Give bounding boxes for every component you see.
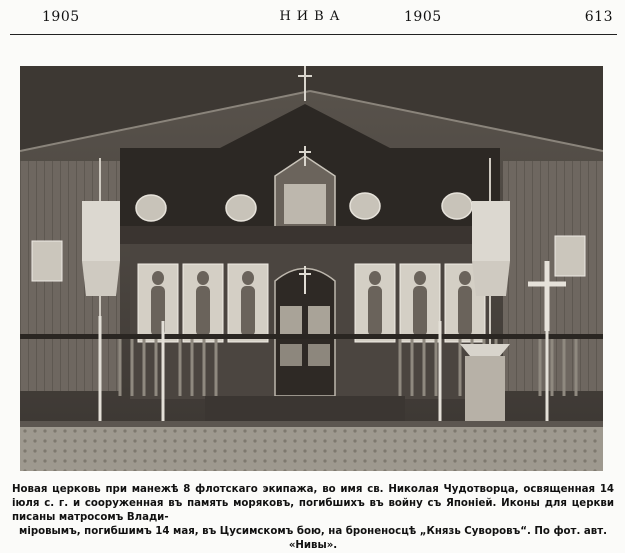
caption-line-1: Новая церковь при манежѣ 8 флотскаго экипажа, во имя св. Николая Чудотворца, освященная 14 іюля с. г. и сооруженная въ память моряковъ, погибшихъ въ войну съ Японіей. Иконы для церкви писаны матросомъ Влади-: [12, 484, 614, 523]
header-year-left: 1905: [42, 9, 80, 25]
photo-illustration: [20, 66, 603, 471]
lectern: [460, 344, 510, 426]
header-year-right: 1905: [404, 9, 442, 25]
caption-line-2: міровымъ, погибшимъ 14 мая, въ Цусимскомъ бою, на броненосцѣ „Князь Суворовъ“. По фот. авт. «Нивы».: [19, 526, 607, 551]
header-rule: [10, 34, 617, 35]
royal-doors: [275, 266, 335, 396]
page-header: [0, 0, 625, 40]
photo-caption: [12, 483, 614, 553]
carpet-floor: [20, 424, 603, 471]
page-number: 613: [584, 9, 613, 25]
journal-title: НИВА: [279, 9, 346, 24]
solea-step: [205, 396, 405, 424]
church-iconostasis-photograph: [20, 66, 603, 471]
